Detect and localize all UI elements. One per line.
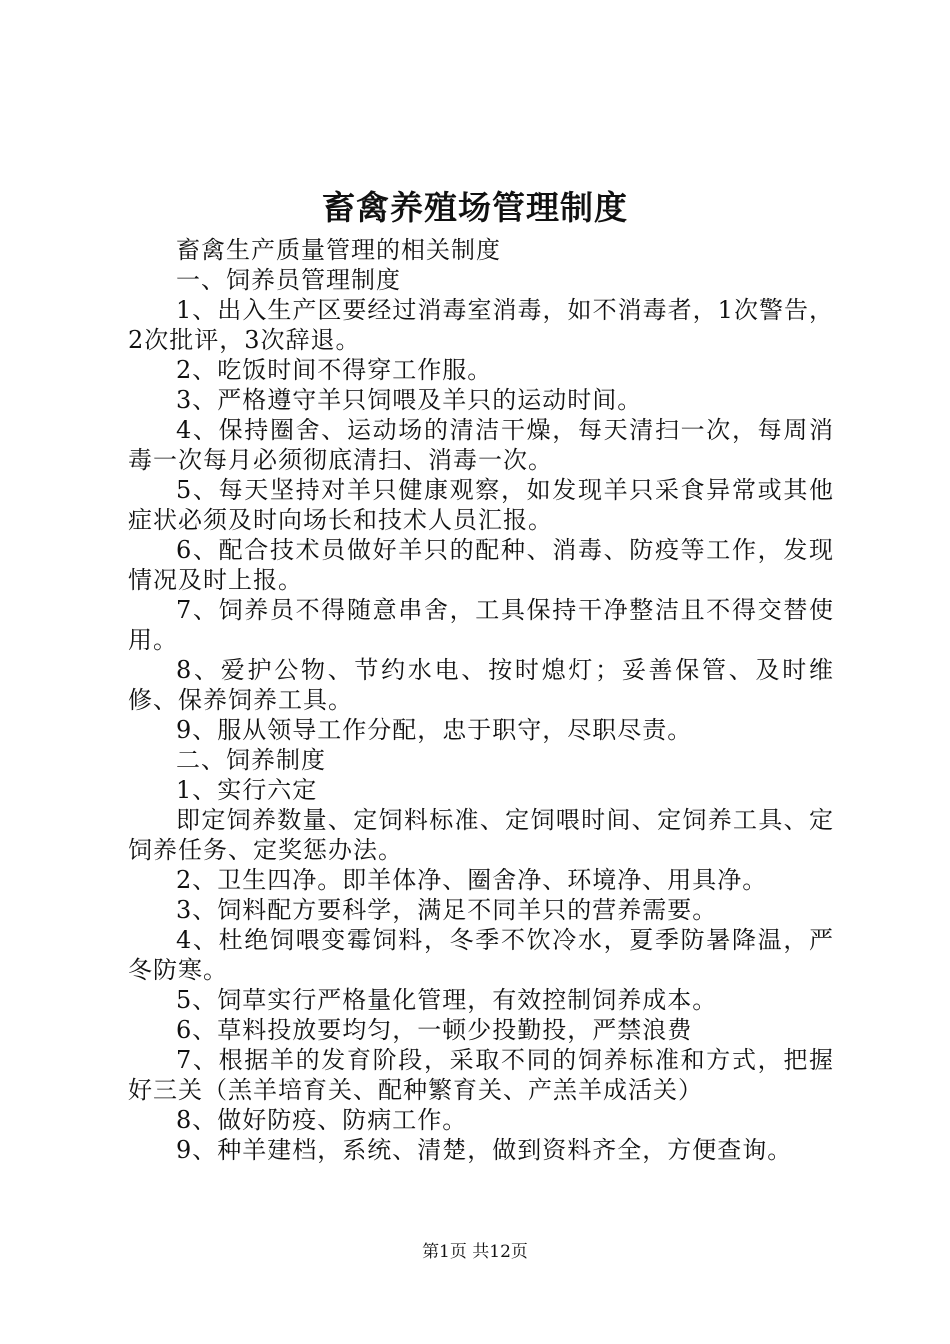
paragraph: 4、保持圈舍、运动场的清洁干燥，每天清扫一次，每周消毒一次每月必须彻底清扫、消毒一次。 (128, 416, 834, 474)
paragraph: 1、实行六定 (176, 776, 318, 804)
section-heading-1: 一、饲养员管理制度 (176, 266, 401, 294)
paragraph: 9、种羊建档，系统、清楚，做到资料齐全，方便查询。 (176, 1136, 793, 1164)
paragraph-intro: 畜禽生产质量管理的相关制度 (176, 236, 501, 264)
paragraph: 3、饲料配方要科学，满足不同羊只的营养需要。 (176, 896, 718, 924)
paragraph: 8、爱护公物、节约水电、按时熄灯；妥善保管、及时维修、保养饲养工具。 (128, 656, 834, 714)
paragraph: 7、根据羊的发育阶段，采取不同的饲养标准和方式，把握好三关（羔羊培育关、配种繁育关、产羔羊成活关） (128, 1046, 834, 1104)
paragraph: 5、每天坚持对羊只健康观察，如发现羊只采食异常或其他症状必须及时向场长和技术人员汇报。 (128, 476, 834, 534)
page-footer: 第1页 共12页 (422, 1242, 528, 1262)
paragraph: 8、做好防疫、防病工作。 (176, 1106, 468, 1134)
paragraph: 5、饲草实行严格量化管理，有效控制饲养成本。 (176, 986, 718, 1014)
paragraph: 3、严格遵守羊只饲喂及羊只的运动时间。 (176, 386, 643, 414)
document-title: 畜禽养殖场管理制度 (322, 188, 628, 227)
paragraph: 6、配合技术员做好羊只的配种、消毒、防疫等工作，发现情况及时上报。 (128, 536, 834, 594)
paragraph: 2、卫生四净。即羊体净、圈舍净、环境净、用具净。 (176, 866, 768, 894)
paragraph: 4、杜绝饲喂变霉饲料，冬季不饮冷水，夏季防暑降温，严冬防寒。 (128, 926, 834, 984)
paragraph: 6、草料投放要均匀，一顿少投勤投，严禁浪费 (176, 1016, 693, 1044)
paragraph: 9、服从领导工作分配，忠于职守，尽职尽责。 (176, 716, 693, 744)
paragraph: 7、饲养员不得随意串舍，工具保持干净整洁且不得交替使用。 (128, 596, 834, 654)
paragraph: 2、吃饭时间不得穿工作服。 (176, 356, 493, 384)
paragraph: 即定饲养数量、定饲料标准、定饲喂时间、定饲养工具、定饲养任务、定奖惩办法。 (128, 806, 834, 864)
section-heading-2: 二、饲养制度 (176, 746, 326, 774)
document-body (128, 235, 834, 1165)
paragraph: 1、出入生产区要经过消毒室消毒，如不消毒者，1次警告，2次批评，3次辞退。 (128, 296, 834, 354)
